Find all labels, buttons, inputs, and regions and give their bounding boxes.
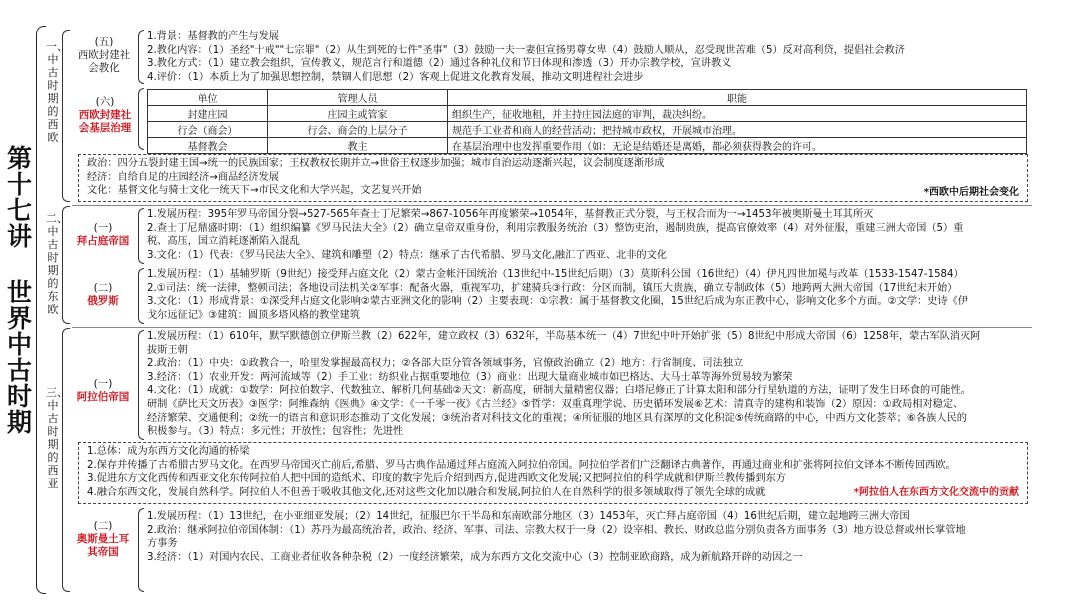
s3-1-name: 阿拉伯帝国: [76, 391, 130, 403]
s1-6-label: [76, 96, 134, 135]
s2-1-content: [147, 208, 963, 262]
s3-1-line-2: 拔斯王朝: [147, 344, 188, 356]
table-cell: 行会、商会的上层分子: [268, 122, 448, 138]
table-cell: 庄园主或管家: [268, 106, 448, 122]
s3-2-label: [74, 520, 132, 559]
s1-5-line-3: 3.教化方式：（1）建立教会组织，宣传教义，规范言行和道德（2）通过各种礼仪和节日体现和渗透（3）开办宗教学校，宣讲教义: [147, 58, 732, 70]
s2-1-line-4: 3.文化：（1）代表：《罗马民法大全》、建筑和雕塑（2）特点：继承了古代希腊、罗马文化,融汇了西亚、北非的文化: [147, 249, 667, 261]
outer-brace: [36, 26, 46, 594]
s2-1-label: [74, 222, 132, 248]
s1-5-brace: [138, 30, 144, 84]
s2-2-brace: [138, 268, 144, 324]
table-cell: 规范手工业者和商人的经营活动；把持城市政权，开展城市治理。: [448, 122, 1027, 138]
s3-2-line-2: 2.政治：继承阿拉伯帝国体制：（1）苏丹为最高统治者，政治、经济、军事、司法、宗教大权于一身（2）设宰相、教长、财政总监分别负责各方面事务（3）地方设总督或州长掌管地: [147, 524, 966, 536]
s2-1-line-1: 1.发展历程：395年罗马帝国分裂→527-565年查士丁尼繁荣→867-1056年再度繁荣→1054年，基督教正式分裂，与王权合而为一→1453年被奥斯曼土耳其所灭: [147, 209, 874, 220]
s1-summary-line-3: 文化：基督文化与骑士文化一统天下→市民文化和大学兴起，文艺复兴开始: [87, 185, 422, 197]
s2-2-line-3: 3.文化：（1）形成背景：①深受拜占庭文化影响②蒙古亚洲文化的影响（2）主要表现：①宗教：属于基督教文化圈，15世纪后成为东正教中心，影响文化多个方面。②文学：史诗《伊: [147, 296, 968, 308]
s1-5-line-1: 1.背景：基督教的产生与发展: [147, 31, 279, 42]
section-3-label: 三、中古时期的西亚: [46, 386, 68, 490]
s2-2-line-2: 2.①司法：统一法律，整顿司法；各地设司法机关②军事：配备火器，重视军功，扩建骑兵③行政：分区而制，镇压大贵族，确立专制政体（5）地跨两大洲大帝国（17世纪末开始）: [147, 282, 958, 294]
s3-2-name: 奥斯曼土耳其帝国: [76, 533, 130, 558]
s3-1-line-1: 1.发展历程：（1）610年，默罕默德创立伊斯兰教（2）622年，建立政权（3）632年，半岛基本统一（4）7世纪中叶开始扩张（5）8世纪中形成大帝国（6）1258年，蒙古军队消灭阿: [147, 331, 981, 342]
s1-summary-box: [78, 154, 1028, 202]
s2-2-name: 俄罗斯: [87, 295, 119, 307]
table-cell: 基督教会: [148, 138, 268, 154]
s3-1-line-5: 4.文化：（1）成就：①数学：阿拉伯数字、代数独立、解析几何基础②天文：新高度，研制大量精密仪器；白塔尼修正了计算太阳和部分行星轨道的方法，证明了发生日环食的可能性。: [147, 385, 971, 397]
s3-2-brace: [138, 508, 144, 592]
s2-2-label: [74, 282, 132, 308]
s3-summary-box: [78, 442, 1028, 504]
s3-1-num: (一): [93, 378, 113, 390]
s1-summary-line-2: 经济：自给自足的庄园经济→商品经济发展: [87, 171, 279, 183]
s1-summary-lines: [87, 157, 664, 198]
s3-2-content: [147, 510, 966, 564]
s1-5-label: [74, 36, 134, 75]
s2-2-num: (二): [93, 282, 113, 294]
s3-2-line-4: 3.经济：（1）对国内农民、工商业者征收各种杂税（2）一度经济繁荣，成为东西方文化交流中心（3）控制亚欧商路，成为新航路开辟的动因之一: [147, 551, 803, 563]
s3-1-content: [147, 330, 980, 439]
table-row: [148, 122, 1027, 138]
s3-2-num: (二): [93, 520, 113, 532]
s3-summary-note: *阿拉伯人在东西方文化交流中的贡献: [853, 487, 1019, 498]
s2-1-brace: [138, 208, 144, 264]
section-2-label: 二、中古时期的东欧: [46, 212, 68, 316]
s1-6-num: (六): [95, 96, 115, 108]
s3-1-line-8: 积极参与。（3）特点：多元性；开放性；包容性；先进性: [147, 426, 404, 438]
table-cell: 组织生产，征收地租，并主持庄园法庭的审判，裁决纠纷。: [448, 106, 1027, 122]
s3-summary-lines: [87, 445, 956, 499]
s3-summary-line-3: 3.促进东方文化西传和西亚文化东传阿拉伯人把中国的造纸术、印度的数字先后介绍到西方,促进西欧文化发展;又把阿拉伯的科学成就和伊斯兰教传播到东方: [87, 473, 786, 485]
s3-1-line-6: 研制《萨比天文历表》③医学：阿维森纳《医典》④文学：《一千零一夜》《古兰经》⑤哲学：双重真理学说、历史循环发展⑥艺术：清真寺的建构和装饰（2）原因：①政局相对稳定、: [147, 398, 964, 410]
s1-summary-line-1: 政治：四分五裂封建王国→统一的民族国家；王权教权长期并立→世俗王权逐步加强；城市自治运动逐渐兴起，议会制度逐渐形成: [87, 158, 665, 169]
s3-summary-line-1: 1.总体：成为东西方文化沟通的桥梁: [87, 446, 250, 457]
s2-1-line-2: 2.查士丁尼鼎盛时期：（1）组织编纂《罗马民法大全》（2）确立皇帝双重身份，利用宗教服务统治（3）整饬吏治，遏制贵族，提高官僚效率（4）对外征服，重建三洲大帝国（5）重: [147, 222, 964, 234]
s2-1-line-3: 税、高压，国立消耗逐渐陷入混乱: [147, 236, 300, 248]
s3-summary-line-2: 2.保存并传播了古希腊古罗马文化。在西罗马帝国灭亡前后,希腊、罗马古典作品通过拜占庭流入阿拉伯帝国。阿拉伯学者们广泛翻译古典著作，再通过商业和扩张将阿拉伯文译本不断传回西欧。: [87, 459, 956, 471]
table-cell: 行会（商会）: [148, 122, 268, 138]
s3-1-label: [74, 378, 132, 404]
table-header: 单位: [148, 90, 268, 106]
s3-1-line-3: 2.政治：（1）中央：①政教合一，哈里发掌握最高权力；②各部大臣分管各领域事务，官僚政治确立（2）地方：行省制度、司法独立: [147, 358, 744, 370]
table-header-row: [148, 90, 1027, 106]
table-row: [148, 106, 1027, 122]
table-header: 职能: [448, 90, 1027, 106]
section-1-brace: [62, 30, 70, 202]
s1-summary-note: *西欧中后期社会变化: [923, 187, 1019, 198]
s3-2-line-1: 1.发展历程：（1）13世纪，在小亚细亚发展；（2）14世纪，征服巴尔干半岛和东南欧部分地区（3）1453年，灭亡拜占庭帝国（4）16世纪后期，建立起地跨三洲大帝国: [147, 511, 910, 522]
s1-6-name: 西欧封建社会基层治理: [78, 109, 132, 134]
s3-1-line-7: 经济繁荣、交通便利；②统一的语言和意识形态推动了文化发展；③统治者对科技文化的重视；④所征服的地区具有深厚的文化积淀⑤传统商路的中心，中西方文化荟萃；⑥各族人民的: [147, 412, 967, 424]
page-title: 第十七讲 世界中古时期: [3, 145, 33, 435]
table-header: 管理人员: [268, 90, 448, 106]
divider: [72, 205, 1032, 206]
governance-table: [147, 89, 1027, 154]
s3-summary-line-4: 4.融合东西文化，发展自然科学。阿拉伯人不但善于吸收其他文化,还对这些文化加以融合和发展,阿拉伯人在自然科学的很多领域取得了领先全球的成就: [87, 486, 766, 498]
section-2-brace: [62, 206, 70, 324]
s1-5-content: [147, 30, 905, 84]
s1-5-line-2: 2.教化内容：（1）圣经"十戒""七宗罪"（2）从生到死的七件"圣事"（3）鼓励一夫一妻但宣扬男尊女卑（4）鼓励人顺从，忍受现世苦难（5）反对高利贷，提倡社会救济: [147, 44, 905, 56]
table-cell: 教主: [268, 138, 448, 154]
section-3-brace: [62, 328, 70, 592]
table-row: [148, 138, 1027, 154]
s2-2-line-1: 1.发展历程：（1）基辅罗斯（9世纪）接受拜占庭文化（2）蒙古金帐汗国统治（13世纪中-15世纪后期）（3）莫斯科公国（16世纪）（4）伊凡四世加冕与改革（1533-1547-1584）: [147, 269, 964, 280]
section-1-label: 一、中古时期的西欧: [46, 40, 68, 144]
s3-1-brace: [138, 330, 144, 440]
s2-2-line-4: 戈尔远征记》③建筑：圆顶多塔风格的教堂建筑: [147, 309, 360, 321]
s1-5-num: (五): [94, 36, 114, 48]
table-cell: 在基层治理中也发挥重要作用（如：无论是结婚还是离婚，都必须获得教会的许可。: [448, 138, 1027, 154]
s1-5-line-4: 4.评价：（1）本质上为了加强思想控制，禁锢人们思想（2）客观上促进文化教育发展，推动文明进程社会进步: [147, 71, 644, 83]
s1-6-brace: [138, 88, 144, 150]
s3-1-line-4: 3.经济：（1）农业开发：两河流域等（2）手工业：纺织业占据重要地位（3）商业：出现大量商业城市如巴格达、大马士革等海外贸易较为繁荣: [147, 371, 793, 383]
table-cell: 封建庄园: [148, 106, 268, 122]
s2-1-num: (一): [93, 222, 113, 234]
s1-5-name: 西欧封建社会教化: [77, 49, 131, 74]
s2-2-content: [147, 268, 968, 322]
s2-1-name: 拜占庭帝国: [76, 235, 130, 247]
divider: [72, 327, 1032, 328]
s3-2-line-3: 方事务: [147, 538, 178, 550]
